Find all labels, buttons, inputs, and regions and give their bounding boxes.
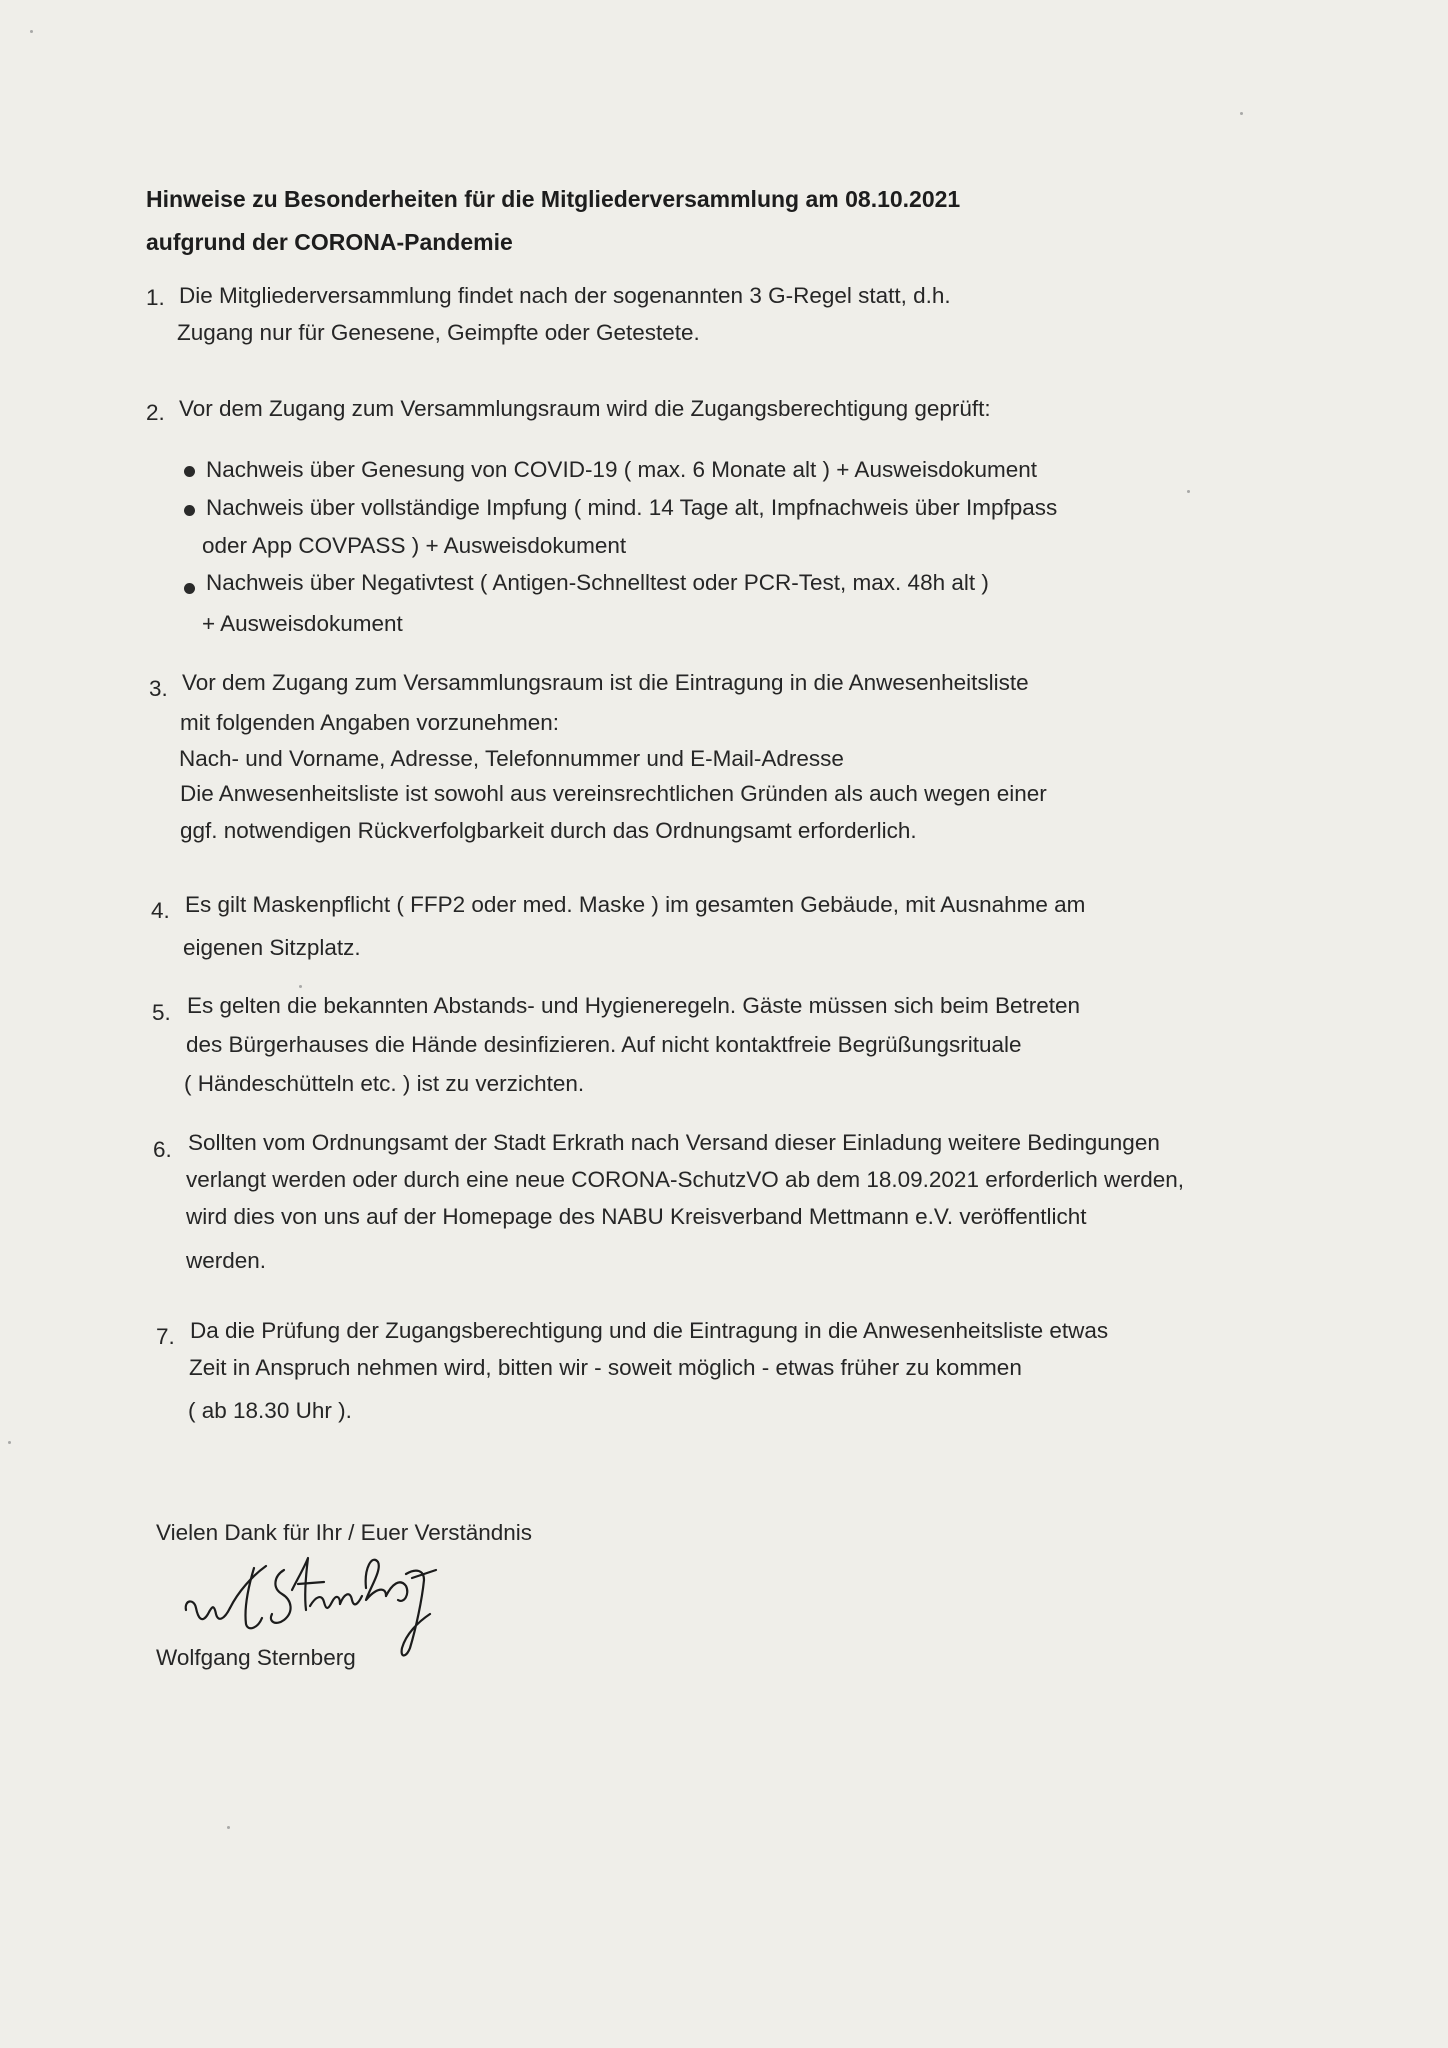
scan-speck [1187,490,1190,493]
item-6-line-2: verlangt werden oder durch eine neue CORONA-SchutzVO ab dem 18.09.2021 erforderlich werden, [186,1167,1185,1192]
item-3-line-1: Vor dem Zugang zum Versammlungsraum ist die Eintragung in die Anwesenheitsliste [182,670,1029,695]
item-3-line-4: Die Anwesenheitsliste ist sowohl aus vereinsrechtlichen Gründen als auch wegen einer [180,781,1047,806]
item-6-number: 6. [153,1137,172,1162]
item-6-line-3: wird dies von uns auf der Homepage des NABU Kreisverband Mettmann e.V. veröffentlicht [186,1204,1087,1229]
scan-speck [8,1441,11,1444]
scan-speck [227,1826,230,1829]
item-4-line-1: Es gilt Maskenpflicht ( FFP2 oder med. Maske ) im gesamten Gebäude, mit Ausnahme am [185,892,1086,917]
item-5-line-1: Es gelten die bekannten Abstands- und Hygieneregeln. Gäste müssen sich beim Betreten [187,993,1081,1018]
item-2-bullet-2-line-2: oder App COVPASS ) + Ausweisdokument [202,533,627,558]
item-2-bullet-1-line-1: Nachweis über Genesung von COVID-19 ( max. 6 Monate alt ) + Ausweisdokument [206,457,1038,482]
item-5-line-3: ( Händeschütteln etc. ) ist zu verzichten. [184,1071,585,1096]
scan-speck [299,985,302,988]
item-2-line-1: Vor dem Zugang zum Versammlungsraum wird die Zugangsberechtigung geprüft: [179,396,991,421]
item-2-number: 2. [146,400,165,425]
item-2-bullet-3-line-1: Nachweis über Negativtest ( Antigen-Schnelltest oder PCR-Test, max. 48h alt ) [206,570,989,595]
item-7-line-3: ( ab 18.30 Uhr ). [188,1398,352,1423]
item-6-line-4: werden. [186,1248,267,1273]
item-7-line-1: Da die Prüfung der Zugangsberechtigung und die Eintragung in die Anwesenheitsliste etwas [190,1318,1109,1343]
item-1-number: 1. [146,285,165,310]
signature-name: Wolfgang Sternberg [156,1645,356,1670]
document-title [146,178,960,264]
item-6-line-1: Sollten vom Ordnungsamt der Stadt Erkrath nach Versand dieser Einladung weitere Bedingungen [188,1130,1160,1155]
item-3-number: 3. [149,676,168,701]
item-4-line-2: eigenen Sitzplatz. [183,935,361,960]
bullet-dot-icon [184,466,195,477]
item-2-bullet-2-line-1: Nachweis über vollständige Impfung ( mind. 14 Tage alt, Impfnachweis über Impfpass [206,495,1058,520]
item-3-line-3: Nach- und Vorname, Adresse, Telefonnummer und E-Mail-Adresse [179,746,844,771]
item-1-line-2: Zugang nur für Genesene, Geimpfte oder Getestete. [177,320,700,345]
scan-speck [30,30,33,33]
title-line-1: Hinweise zu Besonderheiten für die Mitgliederversammlung am 08.10.2021 [146,186,961,212]
scan-speck [1240,112,1243,115]
item-7-number: 7. [156,1324,175,1349]
item-4-number: 4. [151,898,170,923]
title-line-2: aufgrund der CORONA-Pandemie [146,229,513,255]
bullet-dot-icon [184,583,195,594]
closing-text: Vielen Dank für Ihr / Euer Verständnis [156,1520,533,1545]
item-7-line-2: Zeit in Anspruch nehmen wird, bitten wir - soweit möglich - etwas früher zu kommen [189,1355,1022,1380]
item-5-number: 5. [152,1000,171,1025]
bullet-dot-icon [184,505,195,516]
item-1-line-1: Die Mitgliederversammlung findet nach der sogenannten 3 G-Regel statt, d.h. [179,283,951,308]
item-2-bullet-3-line-2: + Ausweisdokument [202,611,403,636]
item-3-line-5: ggf. notwendigen Rückverfolgbarkeit durch das Ordnungsamt erforderlich. [180,818,917,843]
item-5-line-2: des Bürgerhauses die Hände desinfizieren. Auf nicht kontaktfreie Begrüßungsrituale [186,1032,1022,1057]
item-3-line-2: mit folgenden Angaben vorzunehmen: [180,710,560,735]
